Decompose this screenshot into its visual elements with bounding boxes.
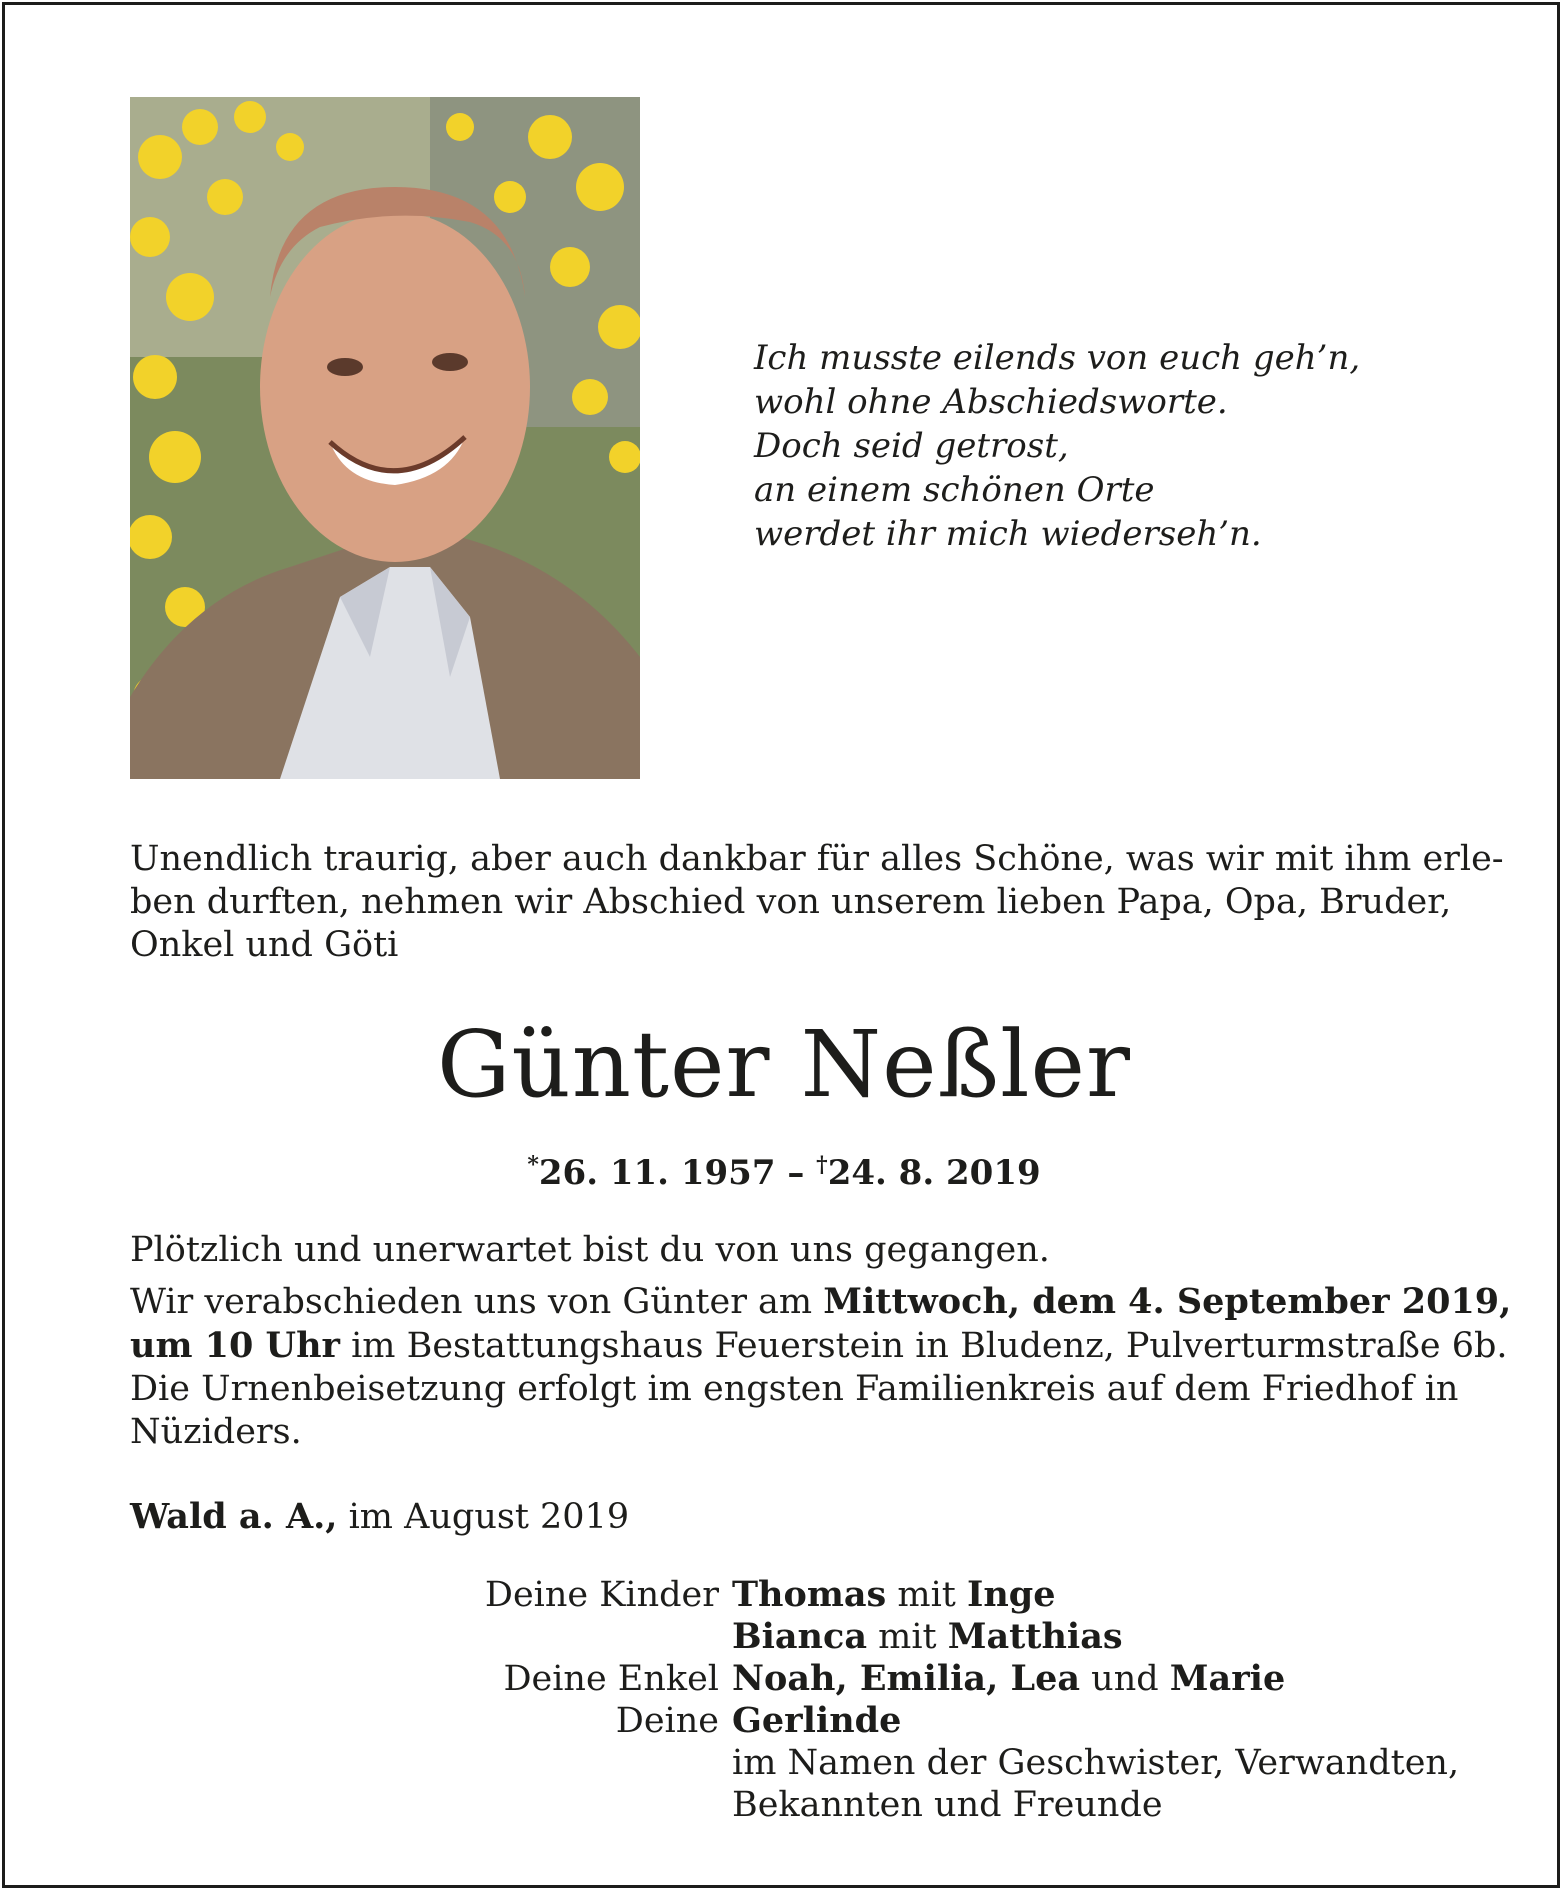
intro-line: Onkel und Göti bbox=[130, 925, 399, 965]
partner-name: Matthias bbox=[947, 1616, 1123, 1657]
kinder-label: Deine Kinder bbox=[484, 1575, 719, 1615]
und-word: und bbox=[1080, 1659, 1170, 1699]
partner-name-wrap bbox=[732, 1700, 901, 1742]
family-row-closing-2 bbox=[0, 1784, 1568, 1826]
mourners-list bbox=[0, 1574, 1568, 1826]
partner-name: Inge bbox=[966, 1574, 1056, 1615]
family-row-kinder-2 bbox=[0, 1616, 1568, 1658]
place-month: im August 2019 bbox=[337, 1497, 630, 1537]
place-date bbox=[130, 1495, 629, 1539]
partner-name-gerlinde: Gerlinde bbox=[732, 1700, 902, 1741]
burial-line-end: Nüziders. bbox=[130, 1412, 302, 1452]
funeral-date-intro: Wir verabschieden uns von Günter am bbox=[130, 1282, 824, 1322]
intro-line: Unendlich traurig, aber auch dankbar für alles Schöne, was wir mit ihm erle- bbox=[130, 839, 1504, 879]
date-separator: – bbox=[775, 1153, 817, 1193]
poem-verse bbox=[754, 336, 1394, 556]
enkel-name-list: Noah, Emilia, Lea bbox=[732, 1658, 1081, 1699]
kinder-name: Thomas bbox=[732, 1574, 887, 1615]
kinder-names-1 bbox=[732, 1574, 1056, 1616]
intro-paragraph bbox=[130, 838, 1504, 967]
poem-line: werdet ihr mich wiederseh’n. bbox=[754, 514, 1262, 554]
family-row-enkel bbox=[0, 1658, 1568, 1700]
partner-label: Deine bbox=[615, 1701, 719, 1741]
mit-word: mit bbox=[886, 1575, 967, 1615]
portrait-illustration bbox=[130, 97, 640, 779]
enkel-name-last: Marie bbox=[1169, 1658, 1286, 1699]
funeral-date: Mittwoch, dem 4. September 2019, bbox=[823, 1281, 1512, 1322]
poem-line: Doch seid getrost, bbox=[754, 426, 1069, 466]
poem-line: Ich musste eilends von euch geh’n, bbox=[754, 338, 1361, 378]
deceased-name: Günter Neßler bbox=[437, 1011, 1131, 1118]
closing-line-1: im Namen der Geschwister, Verwandten, bbox=[732, 1743, 1460, 1783]
life-dates bbox=[0, 1141, 1568, 1197]
death-symbol: † bbox=[816, 1152, 828, 1178]
intro-line: ben durften, nehmen wir Abschied von unserem lieben Papa, Opa, Bruder, bbox=[130, 882, 1452, 922]
funeral-details bbox=[130, 1280, 1512, 1454]
message-line-sudden: Plötzlich und unerwartet bist du von uns gegangen. bbox=[130, 1230, 1050, 1270]
closing-line-2: Bekannten und Freunde bbox=[732, 1785, 1163, 1825]
poem-line: wohl ohne Abschiedsworte. bbox=[754, 382, 1228, 422]
funeral-location: im Bestattungshaus Feuerstein in Bludenz, Pulverturmstraße 6b. bbox=[339, 1326, 1508, 1366]
funeral-time: um 10 Uhr bbox=[130, 1325, 340, 1366]
place-name: Wald a. A., bbox=[130, 1496, 338, 1537]
burial-line: Die Urnenbeisetzung erfolgt im engsten Familienkreis auf dem Friedhof in bbox=[130, 1369, 1459, 1409]
family-row-kinder bbox=[0, 1574, 1568, 1616]
mit-word: mit bbox=[867, 1617, 948, 1657]
portrait-photo bbox=[130, 97, 640, 779]
poem-line: an einem schönen Orte bbox=[754, 470, 1155, 510]
family-row-closing-1 bbox=[0, 1742, 1568, 1784]
funeral-date-line bbox=[130, 1280, 1512, 1324]
birth-symbol: * bbox=[527, 1152, 539, 1178]
kinder-name: Bianca bbox=[732, 1616, 867, 1657]
kinder-names-2 bbox=[732, 1616, 1123, 1658]
funeral-time-line bbox=[130, 1324, 1508, 1368]
birth-date: 26. 11. 1957 bbox=[538, 1153, 776, 1193]
family-row-partner bbox=[0, 1700, 1568, 1742]
enkel-names bbox=[732, 1658, 1285, 1700]
death-date: 24. 8. 2019 bbox=[827, 1153, 1041, 1193]
enkel-label: Deine Enkel bbox=[503, 1659, 719, 1699]
